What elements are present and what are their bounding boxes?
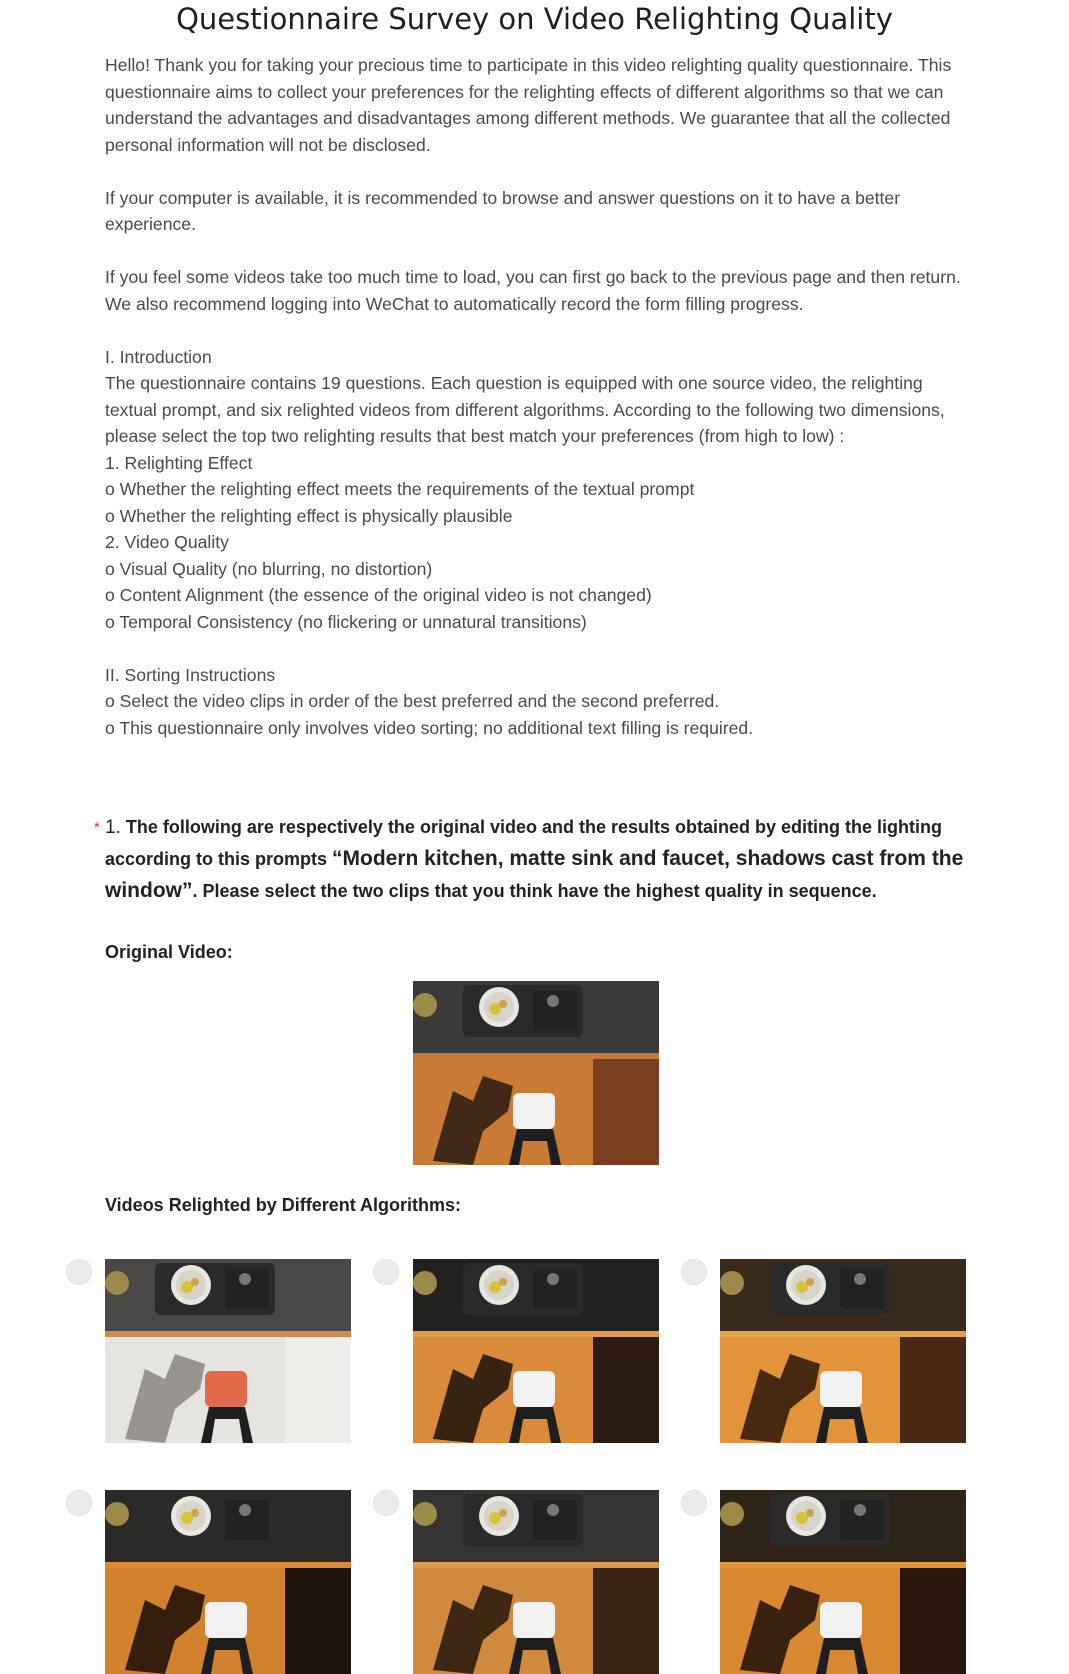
required-mark: * xyxy=(94,819,100,836)
criteria-item: o Temporal Consistency (no flickering or unnatural transitions) xyxy=(105,611,587,632)
question-text-end: . Please select the two clips that you think have the highest quality in sequence. xyxy=(192,881,877,901)
relighted-video-2[interactable] xyxy=(413,1259,659,1443)
criteria-item: o Whether the relighting effect meets the requirements of the textual prompt xyxy=(105,479,695,499)
intro-paragraph: If you feel some videos take too much time to load, you can first go back to the previous page and then return. We also recommend logging into WeChat to automatically record the form filling progress. xyxy=(105,267,961,314)
question-text: The following are respectively the original video and the results obtained by editing the lighting according to this prompts xyxy=(105,817,942,869)
criteria-item: 2. Video Quality xyxy=(105,532,229,552)
option-radio-4[interactable] xyxy=(66,1490,92,1516)
relighted-video-3[interactable] xyxy=(720,1259,966,1443)
section-heading-introduction: I. Introduction xyxy=(105,346,212,367)
intro-text xyxy=(105,52,975,741)
relighted-video-1[interactable] xyxy=(105,1259,351,1443)
intro-paragraph: Hello! Thank you for taking your precious time to participate in this video relighting quality questionnaire. This questionnaire aims to collect your preferences for the relighting effects of different algorithms so that we can understand the advantages and disadvantages among different methods. We guarantee that all the collected personal information will not be disclosed. xyxy=(105,55,952,155)
option-radio-5[interactable] xyxy=(373,1490,399,1516)
relighted-video-4[interactable] xyxy=(105,1490,351,1674)
original-video[interactable] xyxy=(413,981,659,1165)
relighted-videos-label: Videos Relighted by Different Algorithms: xyxy=(105,1195,462,1215)
option-radio-1[interactable] xyxy=(66,1259,92,1285)
criteria-item: o Content Alignment (the essence of the original video is not changed) xyxy=(105,585,652,605)
question-1 xyxy=(94,812,975,907)
option-radio-6[interactable] xyxy=(681,1490,707,1516)
original-video-label: Original Video: xyxy=(105,942,233,962)
relighted-video-5[interactable] xyxy=(413,1490,659,1674)
option-radio-2[interactable] xyxy=(373,1259,399,1285)
sorting-item: o Select the video clips in order of the best preferred and the second preferred. xyxy=(105,691,720,711)
intro-paragraph: If your computer is available, it is recommended to browse and answer questions on it to have a better experience. xyxy=(105,187,901,234)
section-heading-sorting: II. Sorting Instructions xyxy=(105,664,276,685)
criteria-item: o Whether the relighting effect is physically plausible xyxy=(105,505,513,526)
sorting-item: o This questionnaire only involves video sorting; no additional text filling is required. xyxy=(105,717,754,738)
page-title: Questionnaire Survey on Video Relighting Quality xyxy=(176,2,893,36)
criteria-item: 1. Relighting Effect xyxy=(105,452,253,473)
question-number: 1. xyxy=(105,817,121,838)
relighted-video-6[interactable] xyxy=(720,1490,966,1674)
introduction-body: The questionnaire contains 19 questions. Each question is equipped with one source video, the relighting textual prompt, and six relighted videos from different algorithms. According to the following two dimensions, please select the top two relighting results that best match your preferences (from high to low) : xyxy=(105,373,945,446)
question-prompt: “Modern kitchen, matte sink and faucet, shadows cast from the window” xyxy=(105,847,964,902)
option-radio-3[interactable] xyxy=(681,1259,707,1285)
criteria-item: o Visual Quality (no blurring, no distortion) xyxy=(105,558,433,579)
